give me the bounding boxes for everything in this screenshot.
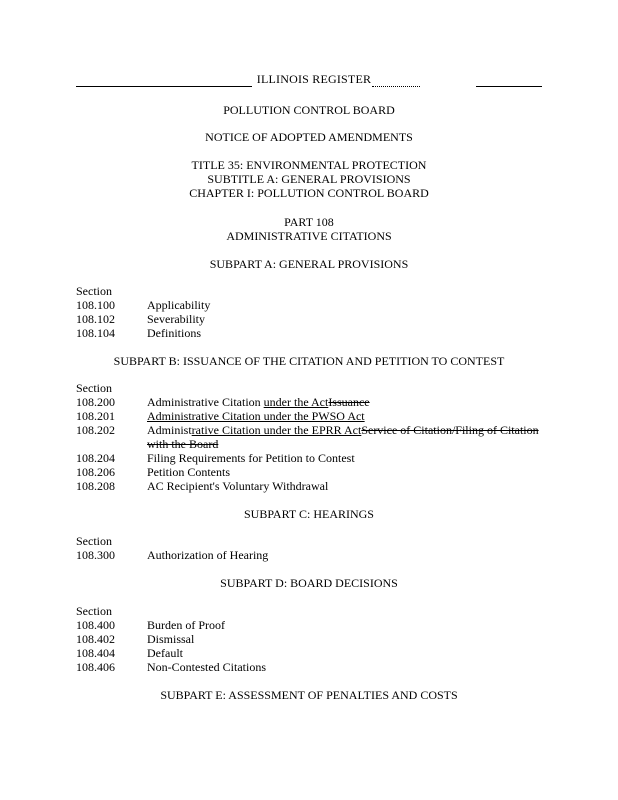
- section-title: AC Recipient's Voluntary Withdrawal: [147, 479, 329, 493]
- section-title: Authorization of Hearing: [147, 548, 269, 562]
- section-label: Section: [76, 604, 112, 618]
- section-title-text: Administ: [147, 423, 192, 437]
- agency-name: POLLUTION CONTROL BOARD: [223, 103, 395, 117]
- subpart-e-heading: SUBPART E: ASSESSMENT OF PENALTIES AND COSTS: [160, 688, 458, 702]
- section-title: Filing Requirements for Petition to Contest: [147, 451, 355, 465]
- section-title: Applicability: [147, 298, 211, 312]
- inserted-text: rative Citation under the EPRR Act: [191, 423, 362, 437]
- header-rule-dotted: [372, 86, 420, 87]
- section-title: Default: [147, 646, 183, 660]
- subpart-b-heading: SUBPART B: ISSUANCE OF THE CITATION AND PETITION TO CONTEST: [113, 354, 505, 368]
- section-number: 108.102: [76, 312, 115, 326]
- register-header: [76, 72, 542, 88]
- section-number: 108.201: [76, 409, 115, 423]
- section-title-text: Administrative Citation: [147, 395, 264, 409]
- section-number: 108.204: [76, 451, 115, 465]
- inserted-text: under the Act: [263, 395, 329, 409]
- register-title: ILLINOIS REGISTER: [256, 72, 372, 86]
- table-row: [76, 409, 546, 423]
- section-number: 108.404: [76, 646, 115, 660]
- table-row: [76, 423, 546, 451]
- subpart-a-heading: SUBPART A: GENERAL PROVISIONS: [209, 257, 409, 271]
- deleted-text: Service of Citation/Filing of Citation with the Board: [147, 423, 539, 451]
- section-number: 108.402: [76, 632, 115, 646]
- section-title: Definitions: [147, 326, 201, 340]
- section-number: 108.202: [76, 423, 115, 437]
- table-row: [76, 451, 546, 465]
- header-rule-left: [76, 86, 252, 87]
- notice-title: NOTICE OF ADOPTED AMENDMENTS: [205, 130, 413, 144]
- chapter-line: CHAPTER I: POLLUTION CONTROL BOARD: [189, 186, 429, 200]
- table-row: [76, 548, 546, 562]
- inserted-text: Administrative Citation under the PWSO Act: [147, 409, 365, 423]
- section-label: Section: [76, 534, 112, 548]
- deleted-text: Issuance: [328, 395, 370, 409]
- table-row: [76, 646, 546, 660]
- subpart-d-heading: SUBPART D: BOARD DECISIONS: [220, 576, 398, 590]
- section-number: 108.406: [76, 660, 115, 674]
- section-number: 108.200: [76, 395, 115, 409]
- table-row: [76, 618, 546, 632]
- table-row: [76, 479, 546, 493]
- section-title: Non-Contested Citations: [147, 660, 266, 674]
- section-title: Severability: [147, 312, 205, 326]
- table-row: [76, 326, 546, 340]
- section-title: Petition Contents: [147, 465, 231, 479]
- section-number: 108.100: [76, 298, 115, 312]
- section-number: 108.206: [76, 465, 115, 479]
- section-title: Burden of Proof: [147, 618, 225, 632]
- subtitle-line: SUBTITLE A: GENERAL PROVISIONS: [207, 172, 411, 186]
- section-label: Section: [76, 381, 112, 395]
- part-name: ADMINISTRATIVE CITATIONS: [226, 229, 392, 243]
- table-row: [76, 660, 546, 674]
- section-title: Dismissal: [147, 632, 195, 646]
- part-number: PART 108: [284, 215, 334, 229]
- table-row: [76, 632, 546, 646]
- title-line: TITLE 35: ENVIRONMENTAL PROTECTION: [191, 158, 427, 172]
- section-number: 108.400: [76, 618, 115, 632]
- section-number: 108.104: [76, 326, 115, 340]
- section-title: [147, 423, 543, 451]
- subpart-c-heading: SUBPART C: HEARINGS: [244, 507, 374, 521]
- table-row: [76, 298, 546, 312]
- section-title: [147, 395, 370, 410]
- section-number: 108.208: [76, 479, 115, 493]
- table-row: [76, 312, 546, 326]
- section-label: Section: [76, 284, 112, 298]
- table-row: [76, 465, 546, 479]
- table-row: [76, 395, 546, 409]
- section-number: 108.300: [76, 548, 115, 562]
- header-rule-right: [476, 86, 542, 87]
